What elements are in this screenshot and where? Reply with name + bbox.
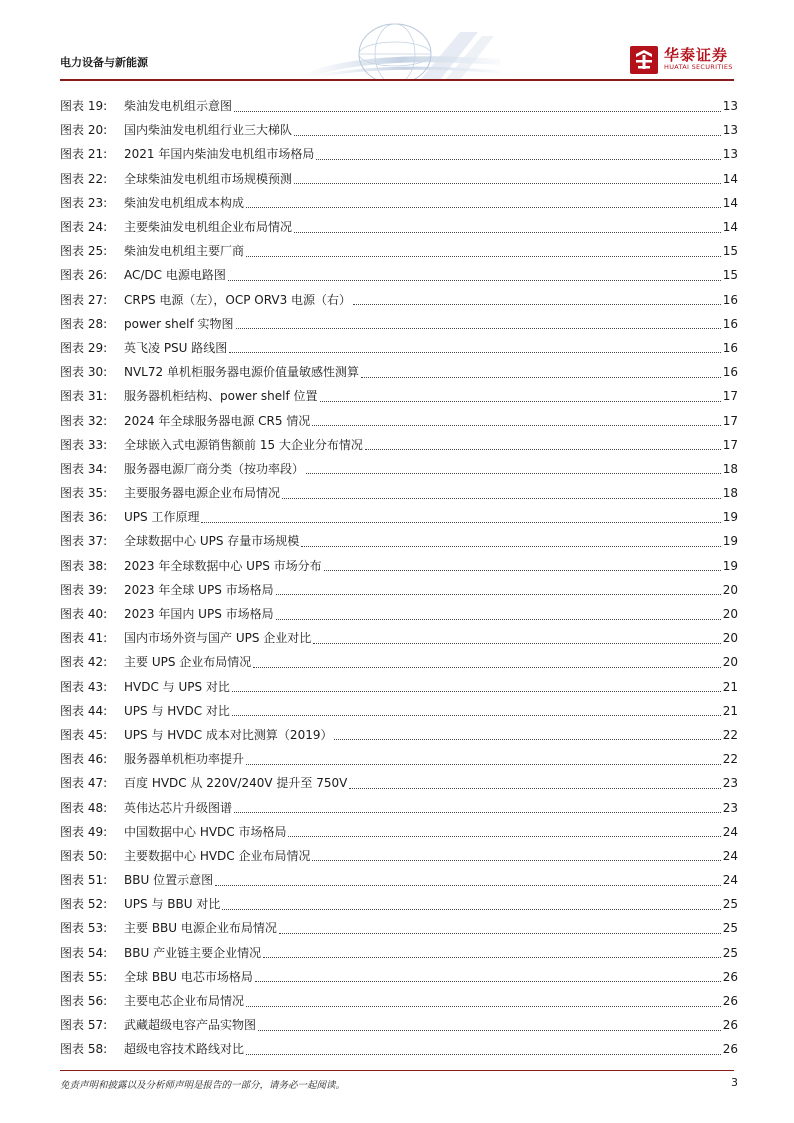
toc-entry[interactable]	[60, 408, 738, 432]
toc-entry-label: 图表 47:	[60, 776, 108, 791]
toc-leader-dots	[361, 376, 721, 378]
toc-entry-page: 24	[722, 824, 738, 839]
toc-entry-title: UPS 与 HVDC 对比	[124, 703, 230, 718]
toc-entry-page: 26	[722, 1042, 738, 1057]
toc-entry-page: 18	[722, 461, 738, 476]
toc-entry[interactable]	[60, 433, 738, 457]
toc-leader-dots	[294, 182, 721, 184]
toc-entry-label: 图表 45:	[60, 727, 108, 742]
toc-entry-page: 22	[722, 727, 738, 742]
toc-entry[interactable]	[60, 481, 738, 505]
toc-leader-dots	[316, 158, 720, 160]
toc-entry-title: NVL72 单机柜服务器电源价值量敏感性测算	[124, 365, 359, 380]
toc-entry-label: 图表 27:	[60, 292, 108, 307]
toc-entry-title: 百度 HVDC 从 220V/240V 提升至 750V	[124, 776, 348, 791]
toc-entry-page: 25	[722, 921, 738, 936]
footer-rule	[60, 1070, 734, 1071]
toc-entry[interactable]	[60, 820, 738, 844]
toc-entry-title: 主要 BBU 电源企业布局情况	[124, 921, 277, 936]
toc-leader-dots	[279, 932, 721, 934]
toc-entry-title: 全球 BBU 电芯市场格局	[124, 969, 253, 984]
toc-entry[interactable]	[60, 699, 738, 723]
toc-entry-label: 图表 31:	[60, 389, 108, 404]
toc-leader-dots	[301, 545, 720, 547]
toc-entry-label: 图表 34:	[60, 461, 108, 476]
toc-entry-title: 主要服务器电源企业布局情况	[124, 486, 281, 501]
toc-leader-dots	[324, 569, 721, 571]
toc-entry-title: UPS 与 HVDC 成本对比测算（2019）	[124, 727, 333, 742]
toc-entry[interactable]	[60, 723, 738, 747]
toc-entry-title: 国内市场外资与国产 UPS 企业对比	[124, 631, 312, 646]
toc-entry-page: 24	[722, 848, 738, 863]
toc-entry[interactable]	[60, 747, 738, 771]
toc-entry-title: 主要数据中心 HVDC 企业布局情况	[124, 848, 311, 863]
logo-chinese-text: 华泰证券	[664, 46, 729, 64]
toc-leader-dots	[294, 134, 721, 136]
toc-leader-dots	[353, 303, 721, 305]
toc-entry-label: 图表 28:	[60, 316, 108, 331]
toc-leader-dots	[334, 738, 720, 740]
toc-entry-label: 图表 19:	[60, 99, 108, 114]
toc-entry-label: 图表 48:	[60, 800, 108, 815]
toc-entry[interactable]	[60, 142, 738, 166]
toc-entry-label: 图表 25:	[60, 244, 108, 259]
toc-leader-dots	[320, 400, 721, 402]
toc-entry-page: 21	[722, 703, 738, 718]
toc-leader-dots	[306, 472, 721, 474]
toc-entry-title: power shelf 实物图	[124, 316, 234, 331]
toc-entry-page: 16	[722, 340, 738, 355]
toc-entry[interactable]	[60, 505, 738, 529]
toc-entry-label: 图表 40:	[60, 607, 108, 622]
toc-leader-dots	[201, 521, 720, 523]
toc-entry-title: 英伟达芯片升级图谱	[124, 800, 233, 815]
toc-entry-title: 全球嵌入式电源销售额前 15 大企业分布情况	[124, 437, 363, 452]
toc-entry-label: 图表 54:	[60, 945, 108, 960]
toc-entry-page: 26	[722, 1018, 738, 1033]
table-of-figures	[60, 94, 738, 1062]
toc-entry-page: 25	[722, 897, 738, 912]
logo-english-text: HUATAI SECURITIES	[664, 63, 733, 71]
toc-leader-dots	[282, 497, 721, 499]
toc-entry[interactable]	[60, 263, 738, 287]
toc-entry-label: 图表 42:	[60, 655, 108, 670]
toc-leader-dots	[232, 714, 721, 716]
toc-leader-dots	[276, 593, 721, 595]
toc-entry-title: 主要 UPS 企业布局情况	[124, 655, 252, 670]
toc-entry-label: 图表 39:	[60, 582, 108, 597]
toc-entry[interactable]	[60, 675, 738, 699]
toc-entry-label: 图表 21:	[60, 147, 108, 162]
toc-entry-page: 22	[722, 752, 738, 767]
toc-entry-title: 中国数据中心 HVDC 市场格局	[124, 824, 287, 839]
toc-entry-page: 14	[722, 220, 738, 235]
toc-entry-page: 24	[722, 873, 738, 888]
toc-entry[interactable]	[60, 795, 738, 819]
toc-entry-label: 图表 52:	[60, 897, 108, 912]
toc-entry-page: 13	[722, 99, 738, 114]
toc-entry-title: 全球柴油发电机组市场规模预测	[124, 171, 293, 186]
toc-entry-page: 23	[722, 776, 738, 791]
toc-entry-label: 图表 38:	[60, 558, 108, 573]
toc-entry-title: 柴油发电机组示意图	[124, 99, 233, 114]
toc-leader-dots	[246, 206, 721, 208]
toc-entry[interactable]	[60, 1037, 738, 1061]
toc-leader-dots	[246, 1005, 721, 1007]
toc-entry-label: 图表 24:	[60, 220, 108, 235]
toc-entry[interactable]	[60, 989, 738, 1013]
toc-leader-dots	[313, 642, 720, 644]
toc-entry-page: 20	[722, 631, 738, 646]
toc-entry-title: 2023 年国内 UPS 市场格局	[124, 607, 274, 622]
toc-leader-dots	[312, 859, 720, 861]
toc-entry-label: 图表 43:	[60, 679, 108, 694]
toc-entry-label: 图表 26:	[60, 268, 108, 283]
toc-entry-title: CRPS 电源（左），OCP ORV3 电源（右）	[124, 292, 352, 307]
toc-entry[interactable]	[60, 941, 738, 965]
toc-entry-page: 19	[722, 534, 738, 549]
toc-entry-label: 图表 46:	[60, 752, 108, 767]
toc-entry[interactable]	[60, 336, 738, 360]
toc-entry[interactable]	[60, 650, 738, 674]
toc-entry-page: 23	[722, 800, 738, 815]
toc-leader-dots	[365, 448, 721, 450]
toc-entry[interactable]	[60, 868, 738, 892]
toc-entry-page: 13	[722, 123, 738, 138]
toc-leader-dots	[234, 811, 721, 813]
toc-leader-dots	[263, 956, 721, 958]
toc-entry[interactable]	[60, 312, 738, 336]
toc-entry-title: 主要柴油发电机组企业布局情况	[124, 220, 293, 235]
toc-entry-title: 柴油发电机组成本构成	[124, 195, 245, 210]
toc-entry[interactable]	[60, 771, 738, 795]
toc-entry-title: 服务器单机柜功率提升	[124, 752, 245, 767]
toc-entry-title: HVDC 与 UPS 对比	[124, 679, 230, 694]
toc-entry-page: 16	[722, 365, 738, 380]
toc-entry-title: 服务器电源厂商分类（按功率段）	[124, 461, 305, 476]
toc-entry[interactable]	[60, 457, 738, 481]
toc-leader-dots	[246, 763, 721, 765]
toc-entry-page: 16	[722, 316, 738, 331]
toc-entry-page: 17	[722, 389, 738, 404]
toc-leader-dots	[246, 1053, 721, 1055]
toc-entry-title: 主要电芯企业布局情况	[124, 994, 245, 1009]
toc-entry-page: 14	[722, 171, 738, 186]
huatai-logo-icon	[630, 46, 658, 74]
toc-entry-title: BBU 位置示意图	[124, 873, 214, 888]
toc-entry-page: 25	[722, 945, 738, 960]
toc-entry-label: 图表 36:	[60, 510, 108, 525]
toc-entry-page: 19	[722, 558, 738, 573]
toc-entry-label: 图表 55:	[60, 969, 108, 984]
toc-entry-page: 17	[722, 413, 738, 428]
toc-entry[interactable]	[60, 1013, 738, 1037]
toc-entry[interactable]	[60, 626, 738, 650]
toc-entry[interactable]	[60, 916, 738, 940]
toc-entry-page: 26	[722, 994, 738, 1009]
toc-entry-title: 2023 年全球 UPS 市场格局	[124, 582, 274, 597]
toc-entry-page: 19	[722, 510, 738, 525]
page-header	[0, 0, 794, 80]
toc-entry[interactable]	[60, 215, 738, 239]
toc-entry-label: 图表 29:	[60, 340, 108, 355]
toc-entry[interactable]	[60, 384, 738, 408]
toc-entry-label: 图表 44:	[60, 703, 108, 718]
toc-entry-label: 图表 33:	[60, 437, 108, 452]
section-title: 电力设备与新能源	[60, 56, 148, 69]
toc-entry-label: 图表 58:	[60, 1042, 108, 1057]
toc-entry-label: 图表 51:	[60, 873, 108, 888]
toc-entry-label: 图表 37:	[60, 534, 108, 549]
toc-leader-dots	[312, 424, 720, 426]
toc-entry-title: UPS 工作原理	[124, 510, 200, 525]
toc-leader-dots	[232, 690, 721, 692]
toc-entry[interactable]	[60, 529, 738, 553]
toc-entry-title: 服务器机柜结构、power shelf 位置	[124, 389, 318, 404]
toc-entry-label: 图表 53:	[60, 921, 108, 936]
toc-entry-label: 图表 22:	[60, 171, 108, 186]
toc-entry-title: 2024 年全球服务器电源 CR5 情况	[124, 413, 311, 428]
toc-entry-page: 20	[722, 607, 738, 622]
toc-entry-page: 18	[722, 486, 738, 501]
toc-leader-dots	[294, 231, 721, 233]
toc-leader-dots	[228, 279, 721, 281]
toc-leader-dots	[236, 327, 721, 329]
toc-entry-label: 图表 41:	[60, 631, 108, 646]
toc-entry-page: 14	[722, 195, 738, 210]
toc-entry-label: 图表 57:	[60, 1018, 108, 1033]
toc-entry-title: 武藏超级电容产品实物图	[124, 1018, 257, 1033]
toc-entry-page: 15	[722, 268, 738, 283]
toc-entry[interactable]	[60, 892, 738, 916]
toc-leader-dots	[215, 884, 721, 886]
toc-entry[interactable]	[60, 118, 738, 142]
toc-entry-title: UPS 与 BBU 对比	[124, 897, 221, 912]
footer-disclaimer: 免责声明和披露以及分析师声明是报告的一部分，请务必一起阅读。	[60, 1080, 346, 1091]
toc-leader-dots	[222, 908, 720, 910]
toc-leader-dots	[276, 618, 721, 620]
toc-entry-label: 图表 30:	[60, 365, 108, 380]
toc-entry-label: 图表 56:	[60, 994, 108, 1009]
toc-entry[interactable]	[60, 602, 738, 626]
toc-entry-label: 图表 50:	[60, 848, 108, 863]
toc-entry-page: 26	[722, 969, 738, 984]
toc-entry-title: 国内柴油发电机组行业三大梯队	[124, 123, 293, 138]
toc-leader-dots	[288, 835, 720, 837]
toc-entry-label: 图表 32:	[60, 413, 108, 428]
toc-entry[interactable]	[60, 965, 738, 989]
page-number: 3	[731, 1076, 738, 1089]
toc-entry-page: 20	[722, 655, 738, 670]
toc-entry[interactable]	[60, 578, 738, 602]
toc-entry-label: 图表 49:	[60, 824, 108, 839]
toc-entry[interactable]	[60, 239, 738, 263]
toc-leader-dots	[234, 110, 721, 112]
toc-entry-page: 20	[722, 582, 738, 597]
toc-entry-label: 图表 20:	[60, 123, 108, 138]
toc-entry[interactable]	[60, 167, 738, 191]
toc-entry-label: 图表 23:	[60, 195, 108, 210]
toc-leader-dots	[246, 255, 721, 257]
toc-entry-title: BBU 产业链主要企业情况	[124, 945, 262, 960]
toc-leader-dots	[255, 980, 721, 982]
toc-entry-page: 17	[722, 437, 738, 452]
header-rule	[60, 79, 734, 81]
toc-leader-dots	[349, 787, 720, 789]
toc-entry[interactable]	[60, 554, 738, 578]
toc-entry-title: AC/DC 电源电路图	[124, 268, 226, 283]
toc-entry-page: 15	[722, 244, 738, 259]
toc-entry-title: 2021 年国内柴油发电机组市场格局	[124, 147, 315, 162]
toc-entry[interactable]	[60, 288, 738, 312]
toc-leader-dots	[229, 351, 720, 353]
toc-entry-page: 21	[722, 679, 738, 694]
toc-entry-title: 2023 年全球数据中心 UPS 市场分布	[124, 558, 322, 573]
toc-entry-page: 16	[722, 292, 738, 307]
toc-entry[interactable]	[60, 94, 738, 118]
toc-entry-page: 13	[722, 147, 738, 162]
toc-entry[interactable]	[60, 844, 738, 868]
toc-entry-title: 超级电容技术路线对比	[124, 1042, 245, 1057]
toc-entry-title: 柴油发电机组主要厂商	[124, 244, 245, 259]
toc-entry[interactable]	[60, 360, 738, 384]
toc-entry-title: 全球数据中心 UPS 存量市场规模	[124, 534, 300, 549]
toc-leader-dots	[253, 666, 720, 668]
huatai-logo	[630, 44, 740, 76]
toc-leader-dots	[258, 1029, 721, 1031]
toc-entry-label: 图表 35:	[60, 486, 108, 501]
toc-entry-title: 英飞凌 PSU 路线图	[124, 340, 228, 355]
globe-graphic	[300, 22, 500, 80]
toc-entry[interactable]	[60, 191, 738, 215]
